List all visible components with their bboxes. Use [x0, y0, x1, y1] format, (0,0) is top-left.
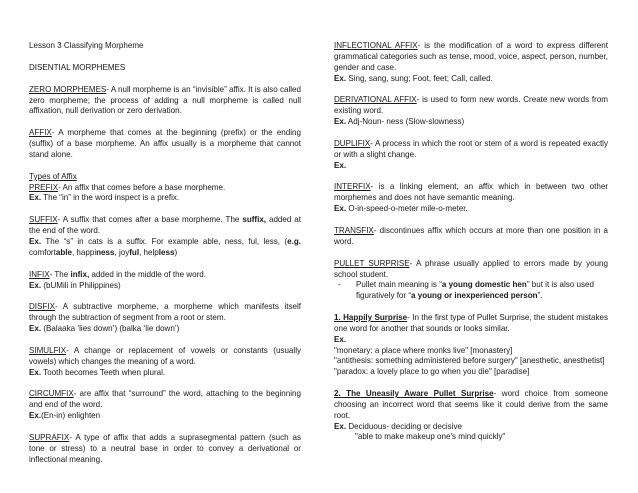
pullet-bullet-text-2: ” but it is also used figuratively for “ — [356, 280, 594, 301]
disfix-term: DISFIX — [29, 302, 55, 312]
duplifix-text: - A process in which the root or stem of a word is repeated exactly or with a slight change. — [334, 138, 608, 159]
suprafix-term: SUPRAFIX — [29, 432, 70, 442]
disfix-example-label: Ex. — [29, 324, 42, 334]
circumfix-term: CIRCUMFIX — [29, 389, 74, 399]
derivational-example-text: Adj-Noun- ness (Slow-slowness) — [346, 117, 465, 127]
prefix-text: - An affix that comes before a base morpheme. — [58, 182, 226, 192]
circumfix-paragraph — [29, 389, 301, 422]
suffix-text-2: added at the end of the word. — [29, 215, 302, 236]
infix-text-2: added in the middle of the word. — [89, 269, 206, 279]
simulfix-example-text: Tooth becomes Teeth when plural. — [41, 367, 166, 377]
pullet-bullet-text-3: ”. — [537, 291, 543, 301]
suffix-term: SUFFIX — [29, 215, 58, 225]
happily-surprise-text: - In the first type of Pullet Surprise, the student mistakes one word for another that sounds or looks similar. — [334, 313, 608, 333]
simulfix-term: SIMULFIX — [29, 345, 67, 355]
inflectional-affix-term: INFLECTIONAL AFFIX — [334, 41, 418, 50]
suffix-eg: e.g. — [287, 236, 301, 246]
inflectional-affix-paragraph — [334, 41, 608, 84]
zero-morphemes-paragraph — [29, 85, 301, 118]
prefix-example-label: Ex. — [29, 193, 42, 203]
left-column — [29, 41, 301, 476]
suprafix-paragraph — [29, 433, 301, 466]
infix-bold-word: infix, — [70, 269, 90, 279]
transfix-term: TRANSFIX — [334, 225, 374, 235]
derivational-affix-term: DERIVATIONAL AFFIX — [334, 95, 417, 105]
simulfix-text: - A change or replacement of vowels or constants (usually vowels) which changes the meaning of a word. — [29, 345, 301, 366]
types-of-affix-heading — [29, 172, 301, 183]
suffix-bold-word: suffix, — [242, 215, 267, 225]
section-heading — [29, 63, 301, 74]
circumfix-example-label: Ex. — [29, 411, 42, 421]
happily-example-line-2: "antithesis: something administered before surgery" [anesthetic, anesthetist] — [334, 356, 605, 366]
simulfix-example-label: Ex. — [29, 367, 42, 377]
inflectional-example-text: Sing, sang, sung; Foot, feet; Call, called. — [346, 73, 493, 83]
disfix-text: - A subtractive morpheme, a morpheme which manifests itself through the subtraction of segment from a root or stem. — [29, 302, 301, 323]
suffix-paragraph — [29, 215, 301, 258]
duplifix-term: DUPLIFIX — [334, 138, 371, 148]
duplifix-example-label: Ex. — [334, 160, 347, 170]
circumfix-text: - are affix that “surround” the word, attaching to the beginning and end of the word. — [29, 389, 301, 410]
affix-text: - A morpheme that comes at the beginning (prefix) or the ending (suffix) of a base morpheme. An affix usually is a morpheme that cannot stand alone. — [29, 128, 301, 159]
infix-text-1: - The — [49, 269, 71, 279]
prefix-paragraph — [29, 183, 301, 205]
infix-example-label: Ex. — [29, 280, 42, 290]
prefix-example-text: The “in” in the word inspect is a prefix. — [41, 193, 180, 203]
simulfix-paragraph — [29, 346, 301, 379]
uneasily-aware-text: - word choice from someone choosing an incorrect word that seems like it could derive from the same root. — [334, 389, 608, 420]
suprafix-text: - A type of affix that adds a suprasegmental pattern (such as tone or stress) to a neutral base in order to convey a derivational or inflectional meaning. — [29, 432, 301, 464]
affix-term: AFFIX — [29, 128, 52, 138]
zero-morphemes-term: ZERO MORPHEMES — [29, 84, 107, 94]
interfix-text: - is a linking element, an affix which in between two other morphemes and does not have semantic meaning. — [334, 182, 608, 203]
suffix-example-comfort: comfort — [29, 247, 56, 257]
happily-surprise-paragraph — [334, 313, 608, 378]
suffix-example-text: The “s” in cats is a suffix. For example able, ness, ful, less, ( — [41, 236, 288, 246]
suffix-able: able — [55, 247, 72, 257]
happily-example-line-1: "monetary: a place where monks live" [monastery] — [334, 345, 513, 355]
happily-example-line-3: "paradox: a lovely place to go when you die" [paradise] — [334, 367, 530, 377]
derivational-affix-paragraph — [334, 95, 608, 128]
uneasily-aware-paragraph — [334, 389, 608, 443]
happily-surprise-term: 1. Happily Surprise — [334, 313, 408, 323]
infix-term: INFIX — [29, 269, 50, 279]
transfix-paragraph — [334, 226, 608, 248]
pullet-bullet-bold-2: a young or inexperienced person — [411, 291, 538, 301]
suffix-less: less — [158, 247, 175, 257]
uneasily-example-quote: "able to make makeup one's mind quickly" — [355, 432, 506, 442]
pullet-surprise-text: - A phrase usually applied to errors made by young school student. — [334, 258, 608, 279]
disfix-example-text: (Balaaka ‘lies down’) (balka ‘lie down’) — [41, 324, 180, 334]
suffix-ful: ful — [129, 247, 140, 257]
disfix-paragraph — [29, 302, 301, 335]
zero-morphemes-text: - A null morpheme is an “invisible” affix. It is also called zero morpheme; the process of adding a null morpheme is called null affixation, null derivation or zero derivation. — [29, 84, 301, 116]
suffix-example-label: Ex. — [29, 236, 42, 246]
inflectional-example-label: Ex. — [334, 73, 347, 83]
uneasily-example-text: Deciduous- deciding or decisive — [346, 421, 462, 431]
interfix-example-label: Ex. — [334, 204, 347, 214]
lesson-title — [29, 41, 301, 52]
interfix-paragraph — [334, 182, 608, 215]
pullet-surprise-paragraph — [334, 259, 608, 302]
transfix-text: - discontinues affix which occurs at more than one position in a word. — [334, 225, 608, 246]
pullet-bullet-item — [338, 280, 608, 302]
suffix-example-help: , help — [139, 247, 159, 257]
prefix-term: PREFIX — [29, 182, 59, 192]
pullet-bullet-bold-1: a young domestic hen — [441, 280, 527, 290]
suffix-example-close: ) — [174, 247, 178, 257]
suffix-example-joy: , joy — [114, 247, 130, 257]
uneasily-aware-term: 2. The Uneasily Aware Pullet Surprise — [334, 389, 494, 399]
suffix-example-happi: , happi — [71, 247, 97, 257]
pullet-surprise-term: PULLET SURPRISE — [334, 258, 410, 268]
circumfix-example-text: (En-in) enlighten — [41, 411, 101, 421]
bullet-dash: - — [338, 280, 341, 290]
derivational-example-label: Ex. — [334, 117, 347, 127]
derivational-affix-text: - is used to form new words. Create new words from existing word. — [334, 95, 608, 116]
interfix-term: INTERFIX — [334, 182, 371, 192]
suffix-text-1: - A suffix that comes after a base morpheme. The — [57, 215, 243, 225]
duplifix-paragraph — [334, 139, 608, 172]
types-of-affix-text: Types of Affix — [29, 171, 77, 181]
pullet-bullet-text-1: Pullet main meaning is “ — [356, 280, 442, 290]
infix-paragraph — [29, 270, 301, 292]
interfix-example-text: O-in-speed-o-meter mile-o-meter. — [346, 204, 468, 214]
suffix-ness: ness — [96, 247, 115, 257]
section-heading-text: DISENTIAL MORPHEMES — [29, 62, 126, 72]
lesson-title-text: Lesson 3 Classifying Morpheme — [29, 41, 144, 50]
inflectional-affix-text: - is the modification of a word to express different grammatical categories such as tense, mood, voice, aspect, person, number, gender and case. — [334, 41, 608, 72]
infix-example-text: (bUMili in Philippines) — [41, 280, 121, 290]
uneasily-example-label: Ex. — [334, 421, 347, 431]
right-column — [334, 41, 608, 454]
affix-paragraph — [29, 128, 301, 161]
happily-example-label: Ex. — [334, 334, 347, 344]
